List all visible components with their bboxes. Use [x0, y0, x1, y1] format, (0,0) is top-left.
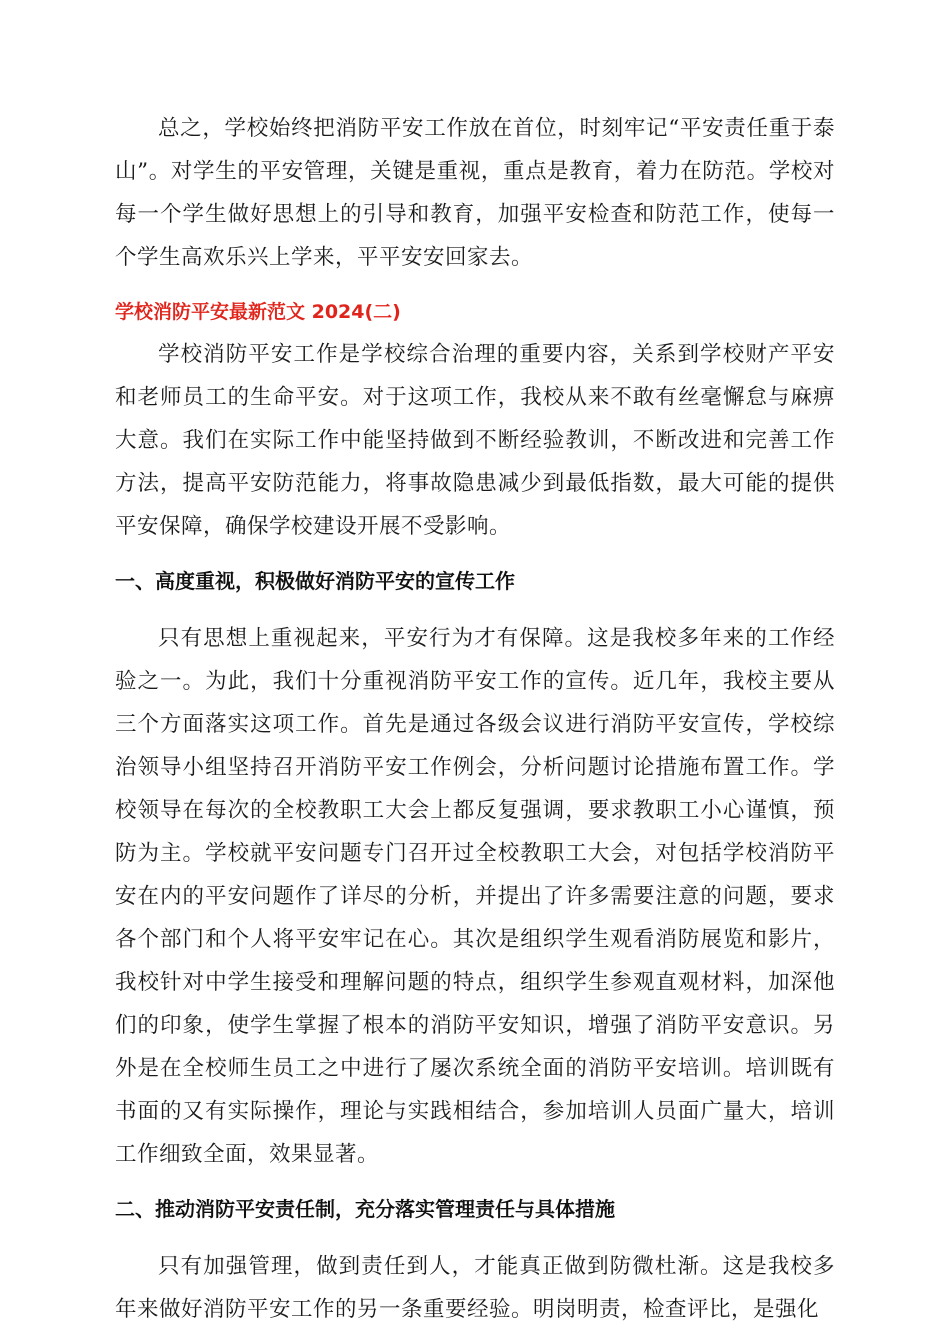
document-page: [115, 107, 835, 1331]
article-intro-paragraph: 学校消防平安工作是学校综合治理的重要内容，关系到学校财产平安和老师员工的生命平安。对于这项工作，我校从来不敢有丝毫懈怠与麻痹大意。我们在实际工作中能坚持做到不断经验教训，不断改进和完善工作方法，提高平安防范能力，将事故隐患减少到最低指数，最大可能的提供平安保障，确保学校建设开展不受影响。: [115, 342, 835, 539]
section-1-body: 只有思想上重视起来，平安行为才有保障。这是我校多年来的工作经验之一。为此，我们十分重视消防平安工作的宣传。近几年，我校主要从三个方面落实这项工作。首先是通过各级会议进行消防平安宣传，学校综治领导小组坚持召开消防平安工作例会，分析问题讨论措施布置工作。学校领导在每次的全校教职工大会上都反复强调，要求教职工小心谨慎，预防为主。学校就平安问题专门召开过全校教职工大会，对包括学校消防平安在内的平安问题作了详尽的分析，并提出了许多需要注意的问题，要求各个部门和个人将平安牢记在心。其次是组织学生观看消防展览和影片，我校针对中学生接受和理解问题的特点，组织学生参观直观材料，加深他们的印象，使学生掌握了根本的消防平安知识，增强了消防平安意识。另外是在全校师生员工之中进行了屡次系统全面的消防平安培训。培训既有书面的又有实际操作，理论与实践相结合，参加培训人员面广量大，培训工作细致全面，效果显著。: [115, 626, 835, 1167]
section-heading-1: 一、高度重视，积极做好消防平安的宣传工作: [115, 569, 515, 593]
section-heading-2: 二、推动消防平安责任制，充分落实管理责任与具体措施: [115, 1197, 615, 1221]
section-2-body: 只有加强管理，做到责任到人，才能真正做到防微杜渐。这是我校多年来做好消防平安工作的另一条重要经验。明岗明责，检查评比，是强化: [115, 1254, 835, 1322]
intro-paragraph: 总之，学校始终把消防平安工作放在首位，时刻牢记“平安责任重于泰山”。对学生的平安管理，关键是重视，重点是教育，着力在防范。学校对每一个学生做好思想上的引导和教育，加强平安检查和防范工作，使每一个学生高欢乐兴上学来，平平安安回家去。: [115, 116, 835, 270]
article-title: 学校消防平安最新范文 2024(二): [115, 301, 401, 323]
